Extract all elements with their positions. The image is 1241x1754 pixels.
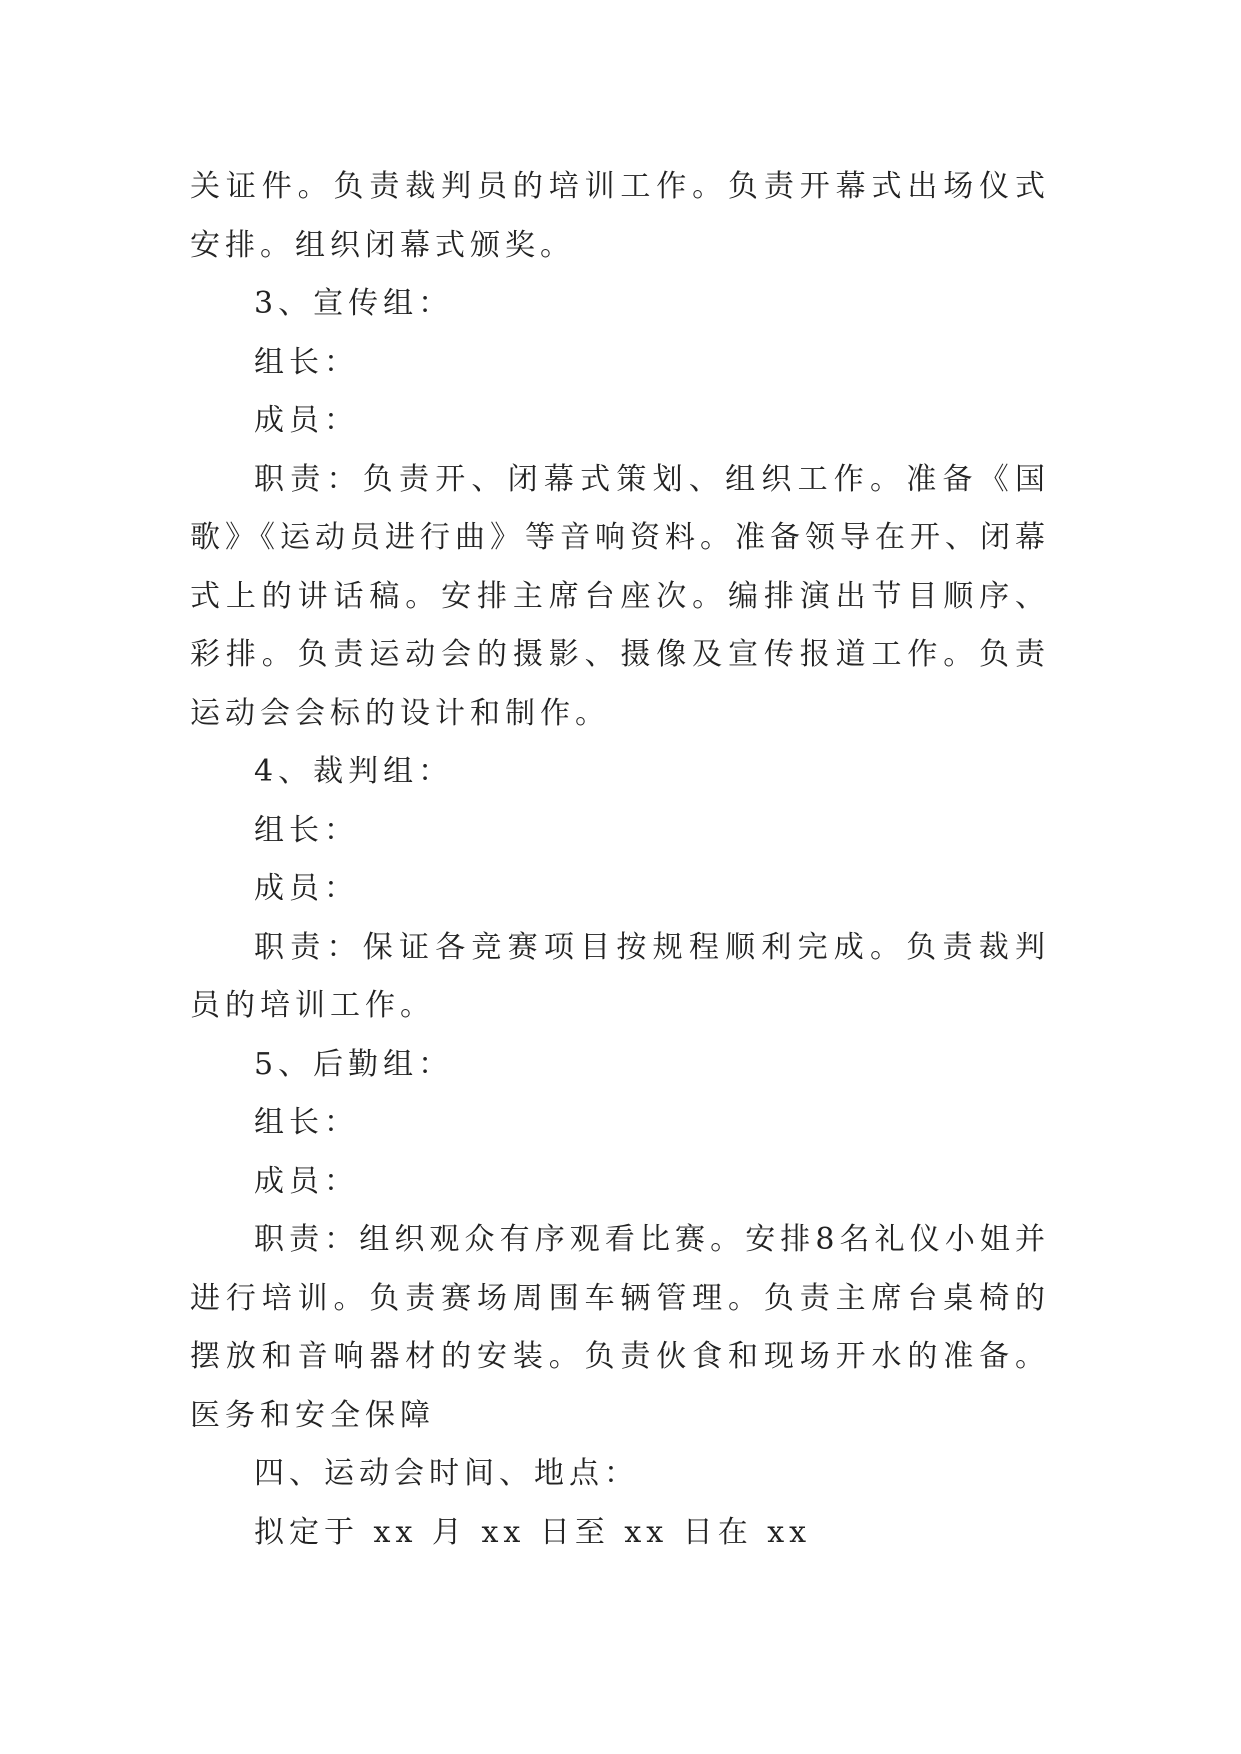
- referee-duties: 职责：保证各竞赛项目按规程顺利完成。负责裁判员的培训工作。: [190, 929, 1050, 1023]
- referee-leader-line: 组长：: [254, 812, 359, 848]
- logistics-leader-line: 组长：: [254, 1105, 359, 1140]
- publicity-leader-line: 组长：: [254, 344, 359, 380]
- time-place-text: 拟定于 xx 月 xx 日至 xx 日在 xx: [254, 1514, 812, 1550]
- document-body: [190, 158, 1050, 1562]
- section-heading-time-place: 四、运动会时间、地点：: [254, 1456, 639, 1491]
- publicity-members-line: 成员：: [254, 403, 359, 438]
- logistics-duties: 职责：组织观众有序观看比赛。安排8名礼仪小姐并进行培训。负责赛场周围车辆管理。负责主席台桌椅的摆放和音响器材的安装。负责伙食和现场开水的准备。医务和安全保障: [190, 1222, 1050, 1433]
- logistics-members-line: 成员：: [254, 1163, 359, 1199]
- section-heading-publicity: 3、宣传组：: [254, 286, 454, 321]
- referee-members-line: 成员：: [254, 871, 359, 906]
- section-heading-referee: 4、裁判组：: [254, 754, 454, 789]
- section-heading-logistics: 5、后勤组：: [254, 1046, 454, 1082]
- publicity-duties: 职责：负责开、闭幕式策划、组织工作。准备《国歌》《运动员进行曲》等音响资料。准备领导在开、闭幕式上的讲话稿。安排主席台座次。编排演出节目顺序、彩排。负责运动会的摄影、摄像及宣传报道工作。负责运动会会标的设计和制作。: [190, 461, 1050, 731]
- paragraph-continuation: 关证件。负责裁判员的培训工作。负责开幕式出场仪式安排。组织闭幕式颁奖。: [190, 169, 1050, 263]
